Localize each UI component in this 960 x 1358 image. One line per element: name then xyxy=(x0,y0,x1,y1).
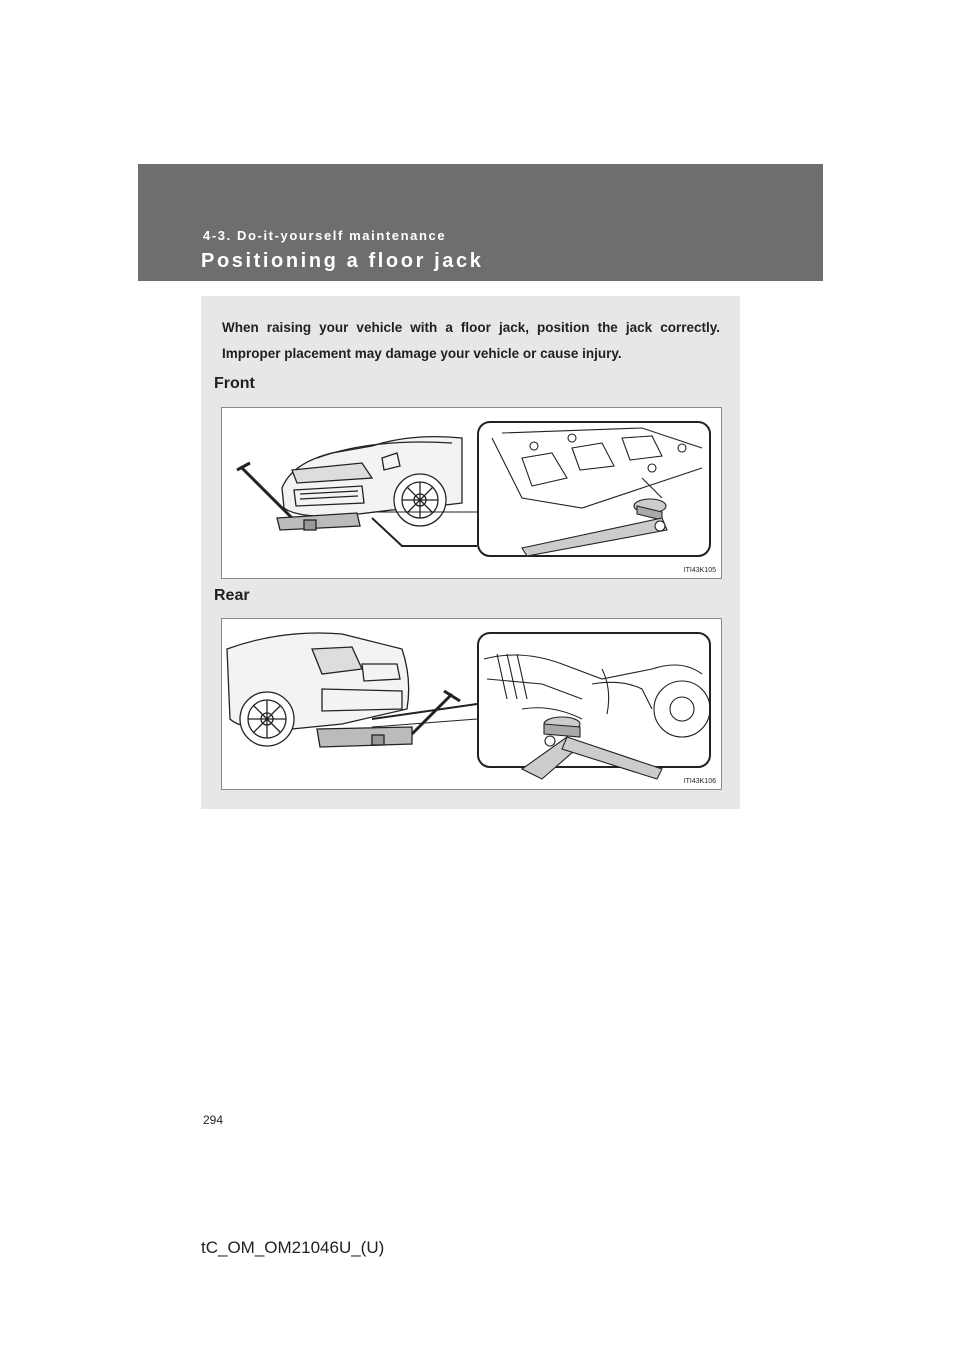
document-code: tC_OM_OM21046U_(U) xyxy=(201,1238,385,1257)
rear-illustration xyxy=(221,618,722,790)
figure-code: ITI43K105 xyxy=(683,567,716,574)
page-title: Positioning a floor jack xyxy=(201,250,484,272)
page-number: 294 xyxy=(203,1113,224,1127)
section-label: 4-3. Do-it-yourself maintenance xyxy=(203,228,447,243)
content-box xyxy=(201,296,740,809)
chapter-header xyxy=(138,164,823,281)
front-jack-drawing xyxy=(222,408,722,579)
intro-text: When raising your vehicle with a floor jack, position the jack correctly. Improper placement may damage your vehicle or cause injury. xyxy=(222,320,720,361)
rear-heading: Rear xyxy=(214,587,250,604)
front-heading: Front xyxy=(214,375,255,392)
figure-code: ITI43K106 xyxy=(683,778,716,785)
front-illustration xyxy=(221,407,722,579)
rear-jack-drawing xyxy=(222,619,722,790)
